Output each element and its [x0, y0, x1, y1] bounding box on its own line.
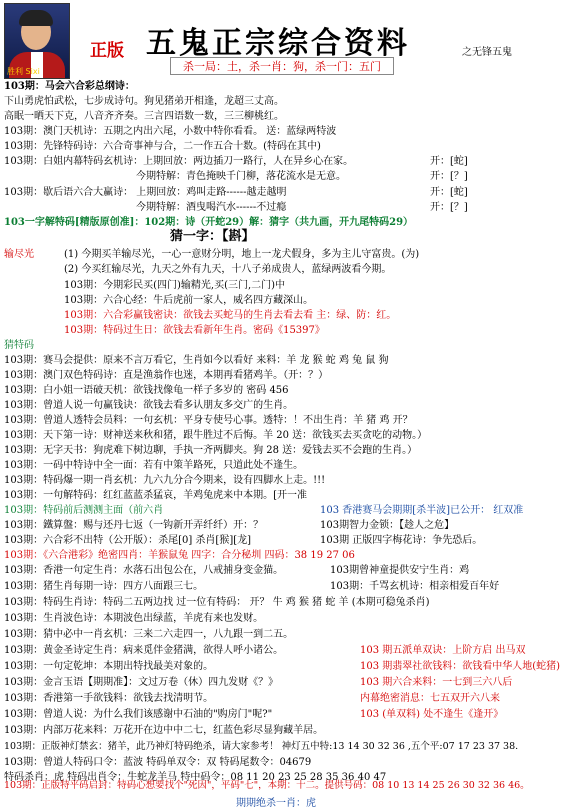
line-36: 103期：猪生肖每期一诗：四方八面跟三七。: [4, 581, 204, 592]
line-02: 下山勇虎怕武松，七步成诗句。狗见猪弟开相逢，龙超三丈高。: [4, 96, 284, 107]
author-photo: [4, 3, 70, 79]
line-39: 103期：猜中必中一肖玄机：三来二六走四一，八九跟一到二五。: [4, 629, 294, 640]
line-28: 103期：特码爆一期一肖玄机：九六九分合今期来，设有四脚水上走。!!!: [4, 475, 326, 486]
line-43-right: 内幕绝密消息：七五双开六八来: [360, 693, 500, 704]
line-09-result: 开：[？]: [430, 202, 468, 213]
line-46: 103期：正版神灯禁玄：猪羊，此乃神灯特码绝杀，请大家参考！ 神灯五中特:13 14 30 32 36 ,五个平:07 17 23 37 38.: [4, 741, 519, 752]
line-40-right: 103 期五派单双诀：上阶方启 出马双: [360, 645, 526, 656]
line-13: (1) 今期买羊输尽光，一心一意财分明，地上一龙犬假身，多为主儿守富贵。(为): [64, 249, 420, 260]
kill-summary: 杀一局：土，杀一肖：狗，杀一门：五门: [170, 57, 394, 75]
author-name: 之无锋五鬼: [462, 47, 512, 58]
line-29: 103期：一句解特码：红红蓝蓝杀猛哀，羊鸡兔虎来中本期。[开一准: [4, 490, 307, 501]
line-38: 103期：生肖波色诗：本期波色出绿蓝，羊虎有来也发财。: [4, 613, 264, 624]
footer-note: 期期绝杀一肖：虎: [236, 798, 316, 809]
line-04: 103期：澳门天机诗：五期之内出六尾，小数中特你看看。 送：蓝绿两特波: [4, 126, 337, 137]
line-06: 103期：白姐内幕特码玄机诗：上期回放：两边插刀一路行，人在异乡心在家。: [4, 156, 354, 167]
line-43: 103期：香港第一手欲钱料：欲钱去找清明节。: [4, 693, 214, 704]
line-42: 103期：金言玉语【期期准】：文过万卷（休）四九发财《？》: [4, 677, 279, 688]
line-14: (2) 今买红输尽光，九天之外有九天，十八子弟成贵人，蓝绿两波看今期。: [64, 264, 392, 275]
line-49: 103期：正版特平码启封：特码心想要找个"死因"，平码"七"，本期：十二。提供号码：08 10 13 14 25 26 30 32 36 46。: [4, 780, 530, 791]
line-32: 103期：六合彩不出特（公开版）：杀尾[0] 杀肖[猴][龙]: [4, 535, 252, 546]
line-06-result: 开：[蛇]: [430, 156, 468, 167]
line-15: 103期：今期彩民买(四门)输精光,买(三门,二门)中: [64, 280, 286, 291]
line-07-result: 开：[？]: [430, 171, 468, 182]
line-11: 猜一字：【斟】: [170, 229, 255, 244]
line-30-right: 103 香港赛马会期期[杀半波]已公开： 红双准: [320, 505, 524, 516]
line-35-right: 103期曾神童提供安宁生肖：鸡: [330, 565, 470, 576]
line-32-right: 103期 正版四字梅花诗：争先恐后。: [320, 535, 483, 546]
line-31: 103期：鐵算盤：赐与还丹七返（一钩新开弄纤纤）开：？: [4, 520, 264, 531]
line-44-right: 103 (单双料) 处不逢生《逢开》: [360, 709, 504, 720]
line-24: 103期：曾道人透特会员料：一句玄机：平身专使号心事。透特：！不出生肖：羊 猪 鸡 开？: [4, 415, 413, 426]
line-45: 103期：内部万花来料：万花开在边中中二七，红蓝色彩尽显狗藏羊居。: [4, 725, 324, 736]
section-label-1: 输尽光: [4, 249, 34, 260]
line-48: 特码杀肖：虎 特码出肖令：牛蛇龙羊马 特中码令：08 11 20 23 25 28 35 36 40 47: [4, 772, 387, 783]
line-10: 103一字解特码[精版原创准]：102期：诗（开蛇29）解：猜字（共九画，开九尾特码29）: [4, 217, 414, 228]
line-25: 103期：天下第一诗：财神送来秋和猪，跟牛胜过不后悔。羊 20 送：欲钱买去买贪吃的动物。）: [4, 430, 428, 441]
line-09: 今期特解：酒曳喝汽水------不过瘾: [136, 202, 287, 213]
line-03: 高眠一晒天下克，八音齐齐奏。三言四语数一数，三三柳桃红。: [4, 111, 284, 122]
line-08: 103期：歇后语六合大赢诗： 上期回放：鸡叫走路------越走越明: [4, 187, 287, 198]
line-01: 103期：马会六合彩总纲诗：: [4, 81, 135, 92]
line-44: 103期：曾道人说：为什么我们该感谢中石油的"购房门"呢?": [4, 709, 273, 720]
line-41-right: 103 期翡翠社欲钱料：欲钱看中华人地(蛇猪): [360, 661, 561, 672]
line-33: 103期：《六合港彩》绝密四肖：羊猴鼠兔 四字：合分秘圳 四码：38 19 27 06: [4, 550, 355, 561]
photo-hair: [19, 10, 53, 26]
line-17: 103期：六合彩赢钱密诀：欲钱去买蛇马的生肖去看去看 主：绿、防：红。: [64, 310, 397, 321]
line-41: 103期：一句定乾坤：本期出特找最美对象的。: [4, 661, 214, 672]
line-35: 103期：香港一句定生肖：水落石出包公在，八戒捕身变金猫。: [4, 565, 284, 576]
edition-label: 正版: [90, 41, 124, 61]
line-07: 今期特解：青色掩映千门柳，落花流水是无意。: [136, 171, 346, 182]
line-30: 103期：特码前后测测主面（前六肖: [4, 505, 164, 516]
line-22: 103期：白小姐一语破天机：欲钱找像龟一样子多岁的 密码 456: [4, 385, 289, 396]
line-40: 103期：黄金圣诗定生肖：病来觅伴金猪满，欲得人呼小诸公。: [4, 645, 284, 656]
photo-caption: 胜利 Sixi: [7, 67, 40, 76]
line-36-right: 103期：千骂玄机诗：相亲相爱百年好: [330, 581, 500, 592]
line-16: 103期：六合心经：牛后虎前一家人，威名四方藏深山。: [64, 295, 314, 306]
line-05: 103期：先锋特码诗：六合奇事神与合，二一作五合十数。(特码在其中): [4, 141, 321, 152]
line-27: 103期：一码中特诗中全一面：若有中策羊路死，只道此处不逢生。: [4, 460, 304, 471]
line-08-result: 开：[蛇]: [430, 187, 468, 198]
section-label-2: 猜特码: [4, 340, 34, 351]
line-42-right: 103 期六合来料：一七到三六八后: [360, 677, 513, 688]
line-21: 103期：澳门双色特码诗：直是渔翁作也迷，本期再看猪鸡羊。（开：？）: [4, 370, 329, 381]
line-47: 103期：曾道人特码口令：蓝波 特码单双令：双 特码尾数令：04679: [4, 757, 312, 768]
line-37: 103期：特码生肖诗：特码二五两边找 过一位有特码： 开？ 牛 鸡 猴 猪 蛇 羊 (本期可稳兔杀肖): [4, 597, 430, 608]
line-26: 103期：无字天书：狗虎难下树边聊，手执一齐两脚夹。狗 28 送：爱钱去买不会跑的生肖。）: [4, 445, 418, 456]
line-23: 103期：曾道人说一句赢钱诀：欲钱去看多认朋友多交广的生肖。: [4, 400, 294, 411]
line-18: 103期：特码过生日：欲钱去看新年生肖。密码《15397》: [64, 325, 325, 336]
line-31-right: 103期智力金锁：【趁人之危】: [320, 520, 455, 531]
page-title: 五鬼正宗综合资料: [146, 26, 410, 61]
line-20: 103期：赛马会提供：原来不言万看它，生肖如今以看好 来料：羊 龙 猴 蛇 鸡 兔 鼠 狗: [4, 355, 389, 366]
